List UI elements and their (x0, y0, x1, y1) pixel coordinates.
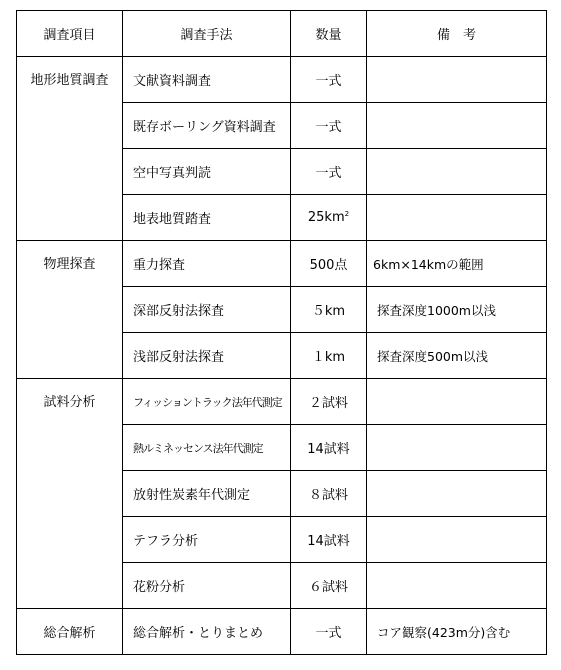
category-cell: 地形地質調査 (17, 57, 123, 241)
header-remarks: 備 考 (367, 11, 547, 57)
quantity-cell: 500点 (291, 241, 367, 287)
method-cell: 空中写真判読 (123, 149, 291, 195)
table-row (17, 379, 547, 425)
remarks-cell (367, 195, 547, 241)
method-cell: 浅部反射法探査 (123, 333, 291, 379)
header-quantity: 数量 (291, 11, 367, 57)
header-item: 調査項目 (17, 11, 123, 57)
remarks-cell: 探査深度500m以浅 (367, 333, 547, 379)
method-text: フィッショントラック法年代測定 (133, 395, 282, 409)
remarks-cell (367, 471, 547, 517)
remarks-cell (367, 103, 547, 149)
method-cell: テフラ分析 (123, 517, 291, 563)
quantity-cell: ８試料 (291, 471, 367, 517)
remarks-cell (367, 517, 547, 563)
quantity-cell (291, 195, 367, 241)
remarks-cell (367, 149, 547, 195)
quantity-cell: １km (291, 333, 367, 379)
table-row (17, 241, 547, 287)
category-cell: 試料分析 (17, 379, 123, 609)
quantity-cell: 一式 (291, 609, 367, 655)
method-cell: 既存ボーリング資料調査 (123, 103, 291, 149)
method-cell: 重力探査 (123, 241, 291, 287)
remarks-cell (367, 379, 547, 425)
header-method: 調査手法 (123, 11, 291, 57)
category-cell: 物理探査 (17, 241, 123, 379)
method-cell: 放射性炭素年代測定 (123, 471, 291, 517)
quantity-cell: 一式 (291, 149, 367, 195)
quantity-superscript: 2 (344, 210, 350, 218)
method-text: 熱ルミネッセンス法年代測定 (133, 441, 263, 455)
method-cell: 総合解析・とりまとめ (123, 609, 291, 655)
method-cell (123, 379, 291, 425)
category-cell: 総合解析 (17, 609, 123, 655)
quantity-cell: 一式 (291, 57, 367, 103)
remarks-cell: 探査深度1000m以浅 (367, 287, 547, 333)
quantity-cell: ５km (291, 287, 367, 333)
remarks-cell (367, 563, 547, 609)
remarks-cell (367, 425, 547, 471)
header-row (17, 11, 547, 57)
method-cell: 深部反射法探査 (123, 287, 291, 333)
quantity-cell: ２試料 (291, 379, 367, 425)
method-cell (123, 425, 291, 471)
survey-table (16, 10, 547, 655)
remarks-cell (367, 57, 547, 103)
remarks-cell: コア観察(423m分)含む (367, 609, 547, 655)
remarks-cell: 6km×14kmの範囲 (367, 241, 547, 287)
method-cell: 地表地質踏査 (123, 195, 291, 241)
quantity-cell: 一式 (291, 103, 367, 149)
quantity-value: 25km (307, 210, 345, 225)
quantity-cell: 14試料 (291, 425, 367, 471)
method-cell: 花粉分析 (123, 563, 291, 609)
method-cell: 文献資料調査 (123, 57, 291, 103)
table-row (17, 57, 547, 103)
table-row (17, 609, 547, 655)
quantity-cell: ６試料 (291, 563, 367, 609)
quantity-cell: 14試料 (291, 517, 367, 563)
